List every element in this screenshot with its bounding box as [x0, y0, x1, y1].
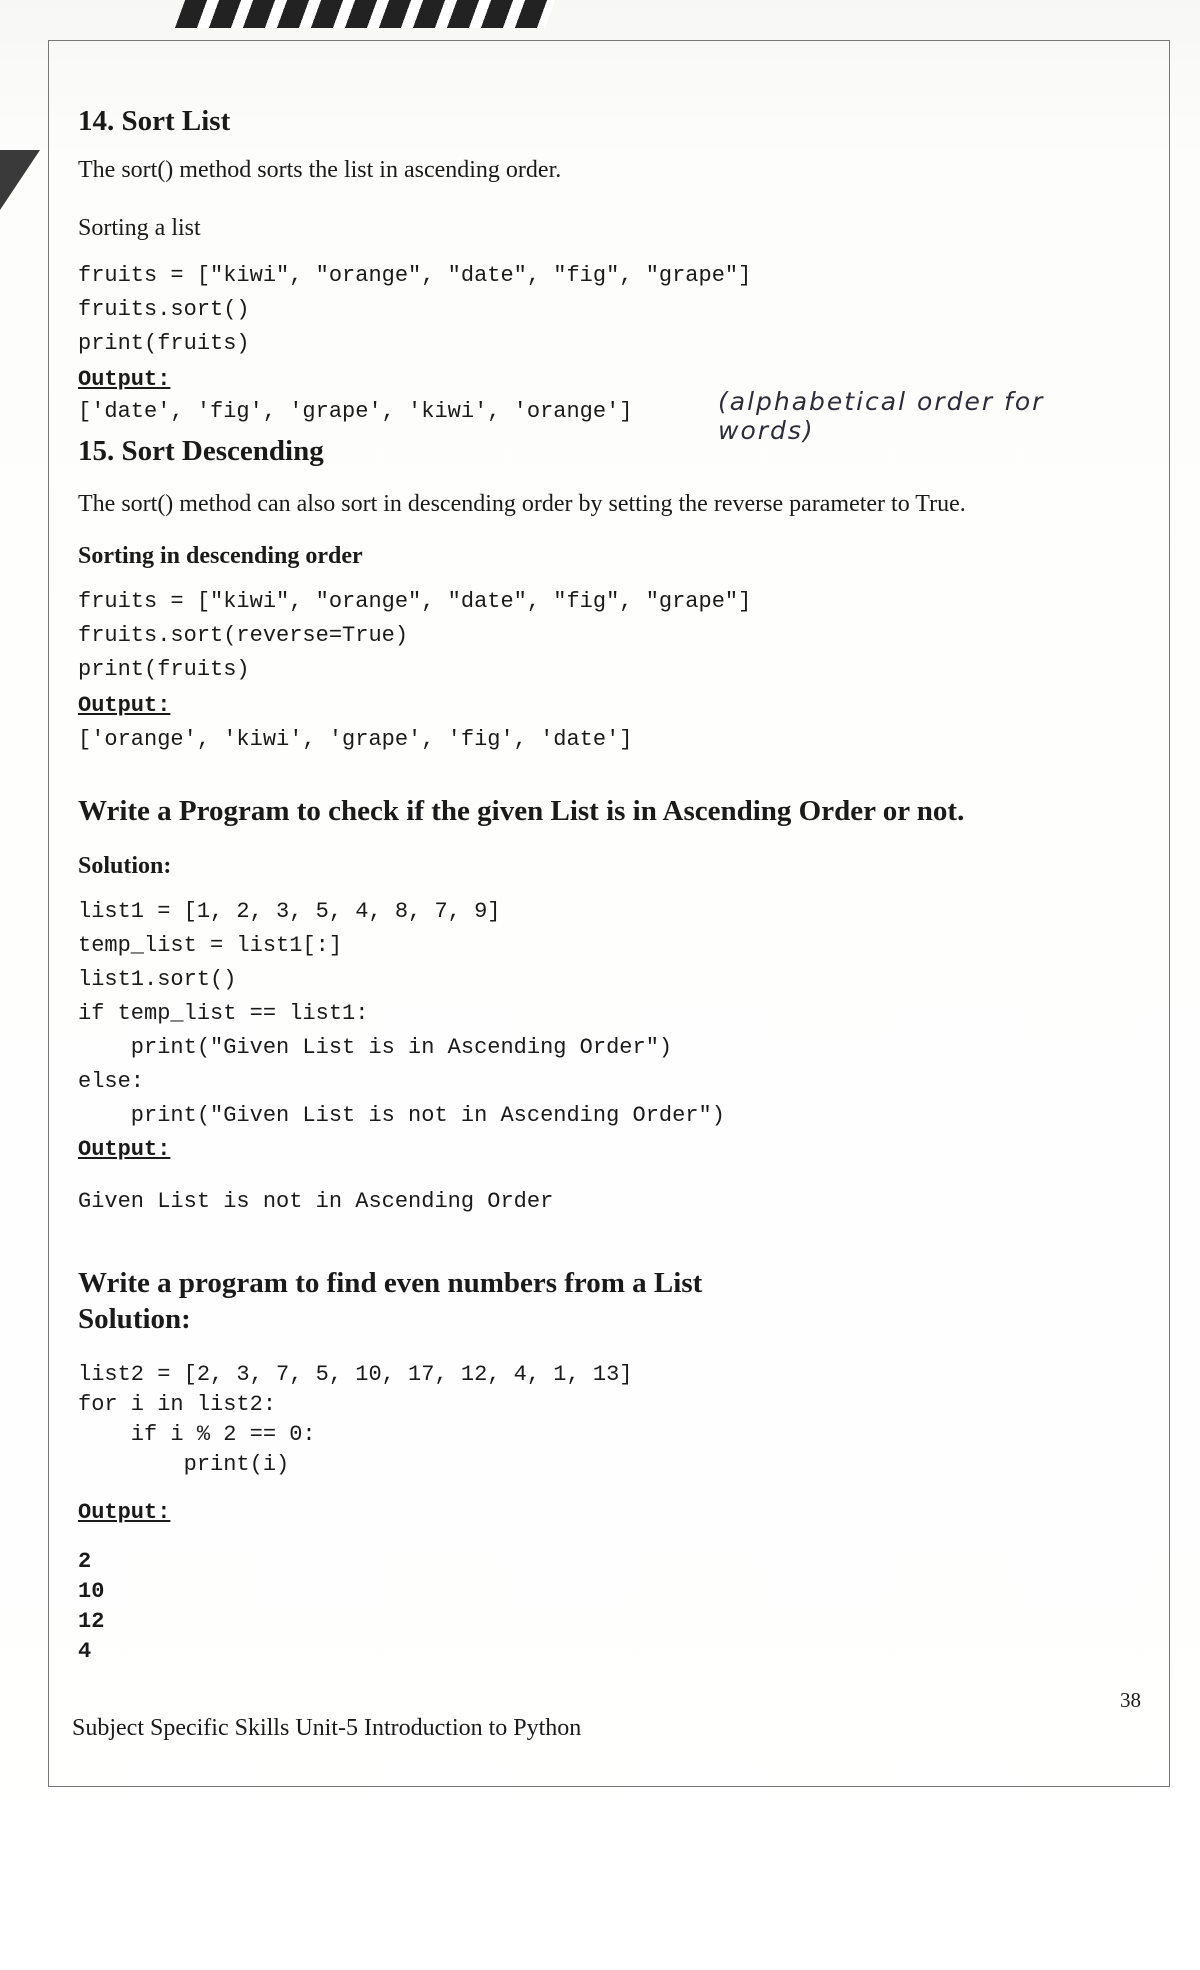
program-1-question: Write a Program to check if the given List is in Ascending Order or not.: [78, 795, 965, 827]
program-2-question: Write a program to find even numbers from a List: [78, 1267, 703, 1299]
section-14-code: [78, 259, 751, 361]
code-line: for i in list2:: [78, 1392, 277, 1417]
code-line: if temp_list == list1:: [78, 1001, 369, 1026]
code-line: print(fruits): [78, 331, 250, 356]
section-15-code: [78, 585, 751, 687]
section-14-output: ['date', 'fig', 'grape', 'kiwi', 'orange']: [78, 399, 633, 424]
section-15-subheading: Sorting in descending order: [78, 543, 363, 569]
code-line: temp_list = list1[:]: [78, 933, 343, 958]
program-1-output-label: Output:: [78, 1137, 171, 1162]
section-15-description: The sort() method can also sort in descending order by setting the reverse parameter to True.: [78, 491, 966, 517]
output-line: 4: [78, 1639, 92, 1664]
code-line: list1 = [1, 2, 3, 5, 4, 8, 7, 9]: [78, 899, 501, 924]
binder-strip: [175, 0, 555, 28]
code-line: list1.sort(): [78, 967, 237, 992]
page-corner-fold: [0, 150, 40, 210]
output-line: 2: [78, 1549, 92, 1574]
section-14-output-label: Output:: [78, 367, 171, 392]
program-1-code: [78, 895, 725, 1133]
program-1-solution-label: Solution:: [78, 853, 172, 879]
program-2-output-label: Output:: [78, 1500, 171, 1525]
section-15-output: ['orange', 'kiwi', 'grape', 'fig', 'date']: [78, 727, 633, 752]
program-2-code: [78, 1360, 633, 1480]
section-15-heading: 15. Sort Descending: [78, 435, 324, 467]
output-line: 12: [78, 1609, 105, 1634]
section-14: [78, 105, 230, 138]
code-line: print(fruits): [78, 657, 250, 682]
section-14-description: The sort() method sorts the list in ascending order.: [78, 157, 562, 183]
code-line: fruits.sort(reverse=True): [78, 623, 409, 648]
page-footer: Subject Specific Skills Unit-5 Introduction to Python: [72, 1715, 582, 1741]
section-15-output-label: Output:: [78, 693, 171, 718]
program-2-solution-label: Solution:: [78, 1303, 191, 1335]
program-1-output: Given List is not in Ascending Order: [78, 1189, 554, 1214]
code-line: print("Given List is in Ascending Order"): [78, 1035, 673, 1060]
code-line: if i % 2 == 0:: [78, 1422, 316, 1447]
code-line: fruits = ["kiwi", "orange", "date", "fig", "grape"]: [78, 589, 752, 614]
output-line: 10: [78, 1579, 105, 1604]
code-line: print(i): [78, 1452, 290, 1477]
handwritten-note: (alphabetical order for words): [718, 387, 1045, 445]
page-number: 38: [1120, 1688, 1141, 1712]
code-line: else:: [78, 1069, 145, 1094]
code-line: fruits = ["kiwi", "orange", "date", "fig", "grape"]: [78, 263, 752, 288]
program-2-output: [78, 1547, 104, 1667]
code-line: fruits.sort(): [78, 297, 250, 322]
code-line: print("Given List is not in Ascending Order"): [78, 1103, 725, 1128]
section-14-heading: 14. Sort List: [78, 105, 231, 137]
code-line: list2 = [2, 3, 7, 5, 10, 17, 12, 4, 1, 13]: [78, 1362, 633, 1387]
section-14-subheading: Sorting a list: [78, 215, 201, 241]
